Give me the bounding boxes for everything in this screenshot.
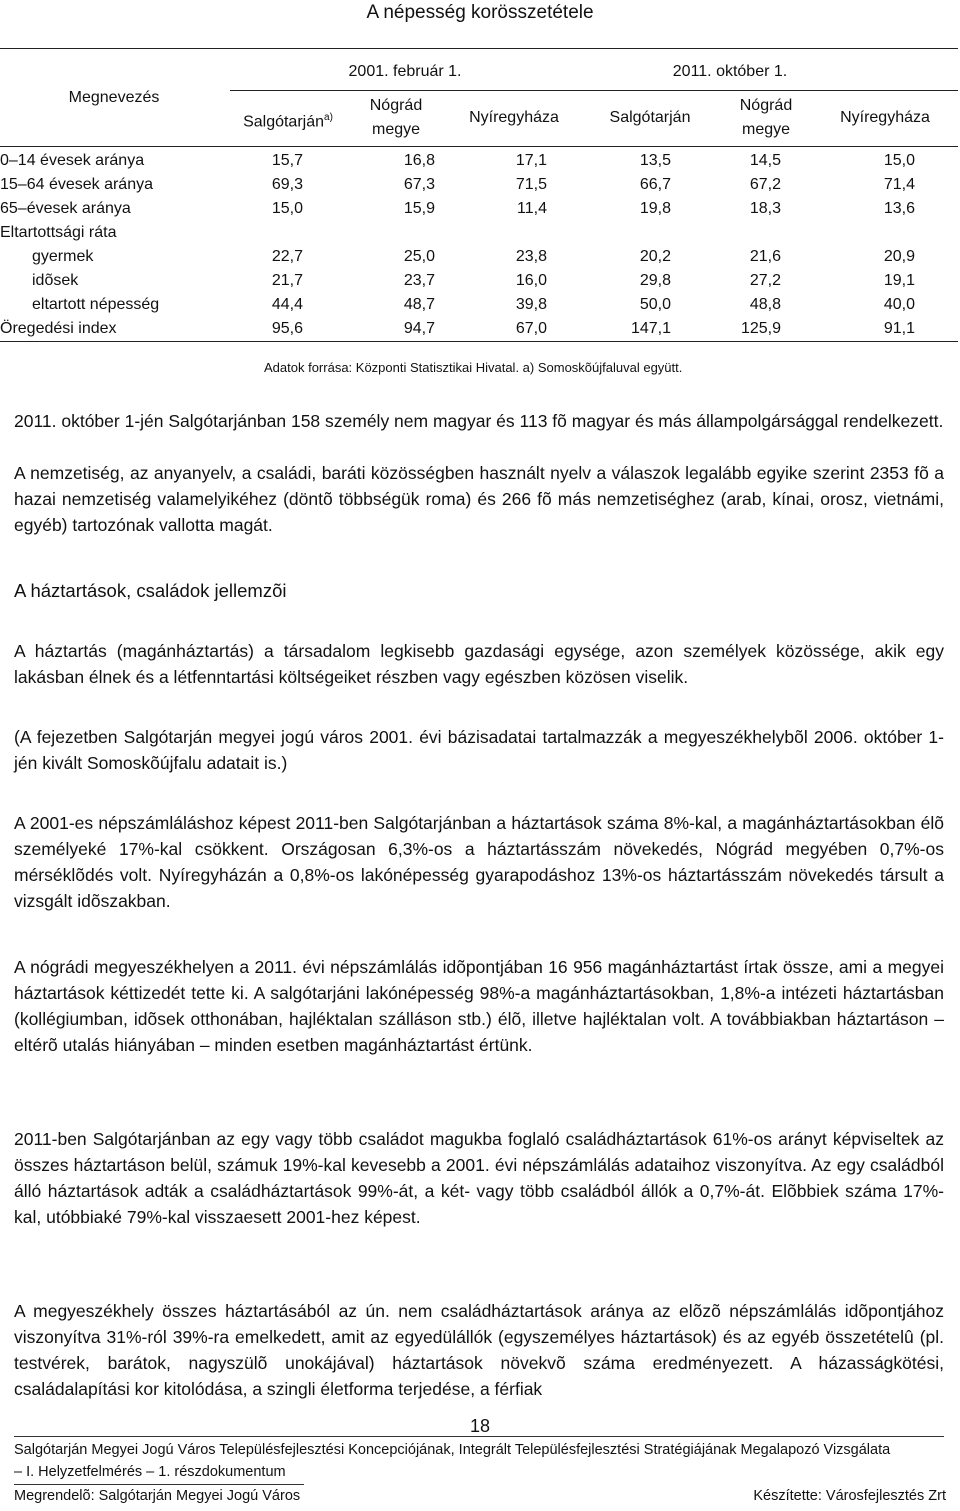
table-cell: 17,1 (515, 152, 547, 169)
table-cell: 11,4 (517, 200, 547, 217)
col-header-4: Salgótarján (609, 109, 691, 126)
table-cell: 40,0 (883, 296, 915, 313)
table-cell: 27,2 (749, 272, 781, 289)
section-heading: A háztartások, családok jellemzõi (14, 580, 287, 601)
footer-line-2: – I. Helyzetfelmérés – 1. részdokumentum (14, 1464, 286, 1480)
table-cell: 69,3 (271, 176, 303, 193)
table-cell: 48,8 (749, 296, 781, 313)
col-header-6: Nyíregyháza (840, 109, 930, 126)
paragraph-6: A nógrádi megyeszékhelyen a 2011. évi népszámlálás idõpontjában 16 956 magánháztartást írtak össze, ami a megyei háztartások kéttizedét tette ki. A salgótarjáni lakónépesség 98%-a magánháztartásokban, 1,8%-a intézeti háztartásban (kollégiumban, idõsek otthonában, hajléktalan szálláson stb.) élõ, illetve hajléktalan volt. A továbbiakban háztartáson – eltérõ utalás hiányában – minden esetben magánháztartást értünk. (14, 957, 944, 1055)
row-label: eltartott népesség (32, 296, 160, 313)
paragraph-3: A háztartás (magánháztartás) a társadalom legkisebb gazdasági egysége, azon személyek közössége, akik egy lakásban élnek és a létfenntartási költségeiket részben vagy egészben közösen viselik. (14, 641, 944, 687)
row-label: 0–14 évesek aránya (0, 152, 145, 169)
col-header-1: Salgótarján$^{a)}$ (243, 112, 333, 131)
footer-line-1: Salgótarján Megyei Jogú Város Településfejlesztési Koncepciójának, Integrált Településfejlesztési Stratégiájának Megalapozó Vizsgálata (14, 1442, 891, 1458)
table-cell: 14,5 (749, 152, 781, 169)
table-source: Adatok forrása: Központi Statisztikai Hivatal. a) Somoskõújfaluval együtt. (264, 360, 683, 375)
col-header-5: Nógrád megye (739, 97, 793, 138)
paragraph-8: A megyeszékhely összes háztartásából az ún. nem családháztartások aránya az elõzõ népszámlálás idõpontjához viszonyítva 31%-ról 39%-ra emelkedett, amit az egyedülállók (egyszemélyes háztartások) és az egyéb összetételû (pl. testvérek, barátok, nagyszülõ unokájával) háztartások növekvõ száma eredményezett. A házasságkötési, családalapítási kor kitolódása, a szingli életforma terjedése, a férfiak (14, 1301, 944, 1399)
table-cell: 21,7 (271, 272, 303, 289)
row-label: 65–évesek aránya (0, 200, 131, 217)
table-cell: 48,7 (403, 296, 435, 313)
header-2001: 2001. február 1. (348, 63, 462, 80)
table-cell: 67,2 (749, 176, 781, 193)
row-label: Öregedési index (0, 320, 117, 337)
paragraph-7: 2011-ben Salgótarjánban az egy vagy több családot magukba foglaló családháztartások 61%-os arányt képviseltek az összes háztartáson belül, számuk 19%-kal kevesebb a 2001. évi népszámlálás adataihoz viszonyítva. Az egy családból álló háztartások adták a családháztartások 99%-át, a két- vagy több családból állók a 0,7%-át. Elõbbiek száma 17%-kal, utóbbiaké 79%-kal visszaesett 2001-hez képest. (14, 1129, 944, 1227)
col-header-3: Nyíregyháza (469, 109, 559, 126)
table-cell: 44,4 (271, 296, 303, 313)
table-cell: 19,1 (883, 272, 915, 289)
table-cell: 23,8 (515, 248, 547, 265)
table-cell: 66,7 (639, 176, 671, 193)
table-cell: 15,7 (271, 152, 303, 169)
footer-divider-2 (14, 1484, 304, 1485)
table-cell: 13,6 (883, 200, 915, 217)
table-cell: 71,5 (515, 176, 547, 193)
paragraph-5: A 2001-es népszámláláshoz képest 2011-ben Salgótarjánban a háztartások száma 8%-kal, a magánháztartásokban élõ személyeké 17%-kal csökkent. Országosan 6,3%-os a háztartásszám növekedés, Nógrád megyében 0,7%-os mérséklõdés volt. Nyíregyházán a 0,8%-os lakónépesség gyarapodáshoz 13%-os háztartásszám növekedés társult a vizsgált idõszakban. (14, 813, 944, 911)
paragraph-2: A nemzetiség, az anyanyelv, a családi, baráti közösségben használt nyelv a válaszok legalább egyike szerint 2353 fõ a hazai nemzetiség valamelyikéhez (döntõ többségük roma) és 266 fõ más nemzetiséghez (arab, kínai, orosz, vietnámi, egyéb) tartozónak vallotta magát. (14, 463, 944, 535)
table-cell: 16,0 (515, 272, 547, 289)
table-cell: 95,6 (271, 320, 303, 337)
table-cell: 91,1 (883, 320, 915, 337)
paragraph-1: 2011. október 1-jén Salgótarjánban 158 személy nem magyar és 113 fõ magyar és más állampolgársággal rendelkezett. (14, 411, 944, 431)
table-cell: 50,0 (639, 296, 671, 313)
table-cell: 19,8 (639, 200, 671, 217)
footer-client: Megrendelõ: Salgótarján Megyei Jogú Város (14, 1488, 301, 1504)
table-cell: 67,3 (403, 176, 435, 193)
table-cell: 94,7 (403, 320, 435, 337)
table-cell: 23,7 (403, 272, 435, 289)
table-cell: 71,4 (883, 176, 915, 193)
table-cell: 20,2 (639, 248, 671, 265)
table-cell: 25,0 (403, 248, 435, 265)
footer-divider (14, 1436, 944, 1437)
page-number: 18 (469, 1416, 491, 1436)
table-cell: 18,3 (749, 200, 781, 217)
header-2011: 2011. október 1. (672, 63, 788, 80)
col-header-2: Nógrád megye (369, 97, 423, 138)
header-label: Megnevezés (68, 89, 160, 106)
table-cell: 21,6 (749, 248, 781, 265)
paragraph-4: (A fejezetben Salgótarján megyei jogú város 2001. évi bázisadatai tartalmazzák a megyeszékhelybõl 2006. október 1-jén kivált Somoskõújfalu adatait is.) (14, 727, 944, 773)
row-label: Eltartottsági ráta (0, 224, 117, 241)
table-cell: 15,0 (271, 200, 303, 217)
table-cell: 125,9 (740, 320, 781, 337)
table-cell: 16,8 (403, 152, 435, 169)
table-cell: 67,0 (515, 320, 547, 337)
table-cell: 147,1 (630, 320, 671, 337)
table-cell: 20,9 (883, 248, 915, 265)
row-label: idõsek (32, 272, 79, 289)
table-cell: 29,8 (639, 272, 671, 289)
table-cell: 22,7 (271, 248, 303, 265)
table-cell: 15,9 (403, 200, 435, 217)
row-label: gyermek (32, 248, 94, 265)
page-title: A népesség korösszetétele (366, 2, 594, 23)
row-label: 15–64 évesek aránya (0, 176, 153, 193)
footer-author: Készítette: Városfejlesztés Zrt (753, 1488, 946, 1504)
table-cell: 13,5 (639, 152, 671, 169)
table-cell: 15,0 (883, 152, 915, 169)
table-cell: 39,8 (515, 296, 547, 313)
